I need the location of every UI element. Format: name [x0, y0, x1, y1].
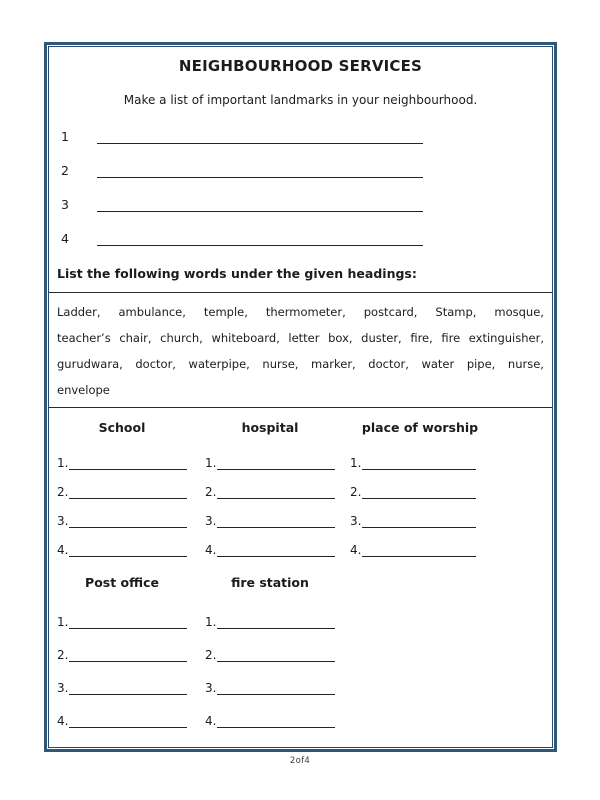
row-label: 1.: [57, 615, 69, 629]
row-label: 2.: [57, 648, 69, 662]
word-bank-line: [57, 325, 544, 351]
column-header-post-office: Post office: [85, 575, 159, 590]
answer-cell: [205, 499, 335, 528]
row-label: 4.: [205, 543, 217, 557]
answer-column-post-office: [57, 596, 205, 728]
row-label: 1.: [205, 615, 217, 629]
blank-line: [97, 245, 423, 246]
answer-cell: [57, 596, 187, 629]
word-bank-word: gurudwara,: [57, 357, 123, 371]
page-border: [44, 42, 557, 752]
answer-line: [362, 469, 476, 470]
row-label: 1.: [350, 456, 362, 470]
column-header-school: School: [98, 420, 146, 435]
word-bank-word: waterpipe,: [188, 357, 250, 371]
answer-line: [69, 498, 187, 499]
column-header-fire-station: fire station: [231, 575, 309, 590]
word-bank-word: nurse,: [507, 357, 544, 371]
word-bank-word: whiteboard,: [211, 331, 280, 345]
landmark-row: [57, 212, 544, 246]
answer-line: [69, 527, 187, 528]
word-bank-word: church,: [160, 331, 203, 345]
answer-line: [362, 527, 476, 528]
landmark-row: [57, 144, 544, 178]
answer-cell: [205, 695, 335, 728]
word-bank-word: ambulance,: [118, 305, 186, 319]
word-bank-word: duster,: [361, 331, 402, 345]
row-label: 3.: [57, 514, 69, 528]
answer-line: [217, 694, 335, 695]
word-bank-word: box,: [328, 331, 353, 345]
column-headers: [57, 574, 544, 591]
answer-line: [69, 727, 187, 728]
word-bank-line: [57, 351, 544, 377]
row-number: 3: [61, 197, 69, 212]
word-bank-word: Stamp,: [435, 305, 477, 319]
word-bank-word: teacher’s: [57, 331, 111, 345]
landmark-list: [49, 108, 552, 246]
column-header-hospital: hospital: [241, 420, 299, 435]
answer-line: [362, 498, 476, 499]
row-label: 4.: [205, 714, 217, 728]
word-bank-word: marker,: [311, 357, 356, 371]
answer-cell: [205, 470, 335, 499]
answer-cell: [57, 629, 187, 662]
worksheet-subtitle: Make a list of important landmarks in your neighbourhood.: [123, 93, 478, 107]
answer-cell: [205, 629, 335, 662]
answer-cell: [57, 499, 187, 528]
column-header-place-of-worship: place of worship: [361, 420, 479, 435]
answer-line: [217, 469, 335, 470]
blank-line: [97, 211, 423, 212]
landmark-row: [57, 178, 544, 212]
word-bank-line: envelope: [57, 383, 110, 397]
answer-cell: [205, 662, 335, 695]
answer-cell: [57, 662, 187, 695]
word-bank-word: water: [421, 357, 455, 371]
word-bank-word: temple,: [203, 305, 248, 319]
word-bank-word: extinguisher,: [468, 331, 544, 345]
word-bank-word: pipe,: [466, 357, 496, 371]
answer-column-place-of-worship: [350, 441, 490, 557]
row-label: 2.: [350, 485, 362, 499]
word-bank-word: Ladder,: [57, 305, 101, 319]
answer-line: [217, 498, 335, 499]
row-label: 1.: [205, 456, 217, 470]
answer-cell: [57, 695, 187, 728]
answer-line: [217, 661, 335, 662]
row-label: 3.: [350, 514, 362, 528]
landmark-row: [57, 110, 544, 144]
answer-cell: [57, 528, 187, 557]
word-bank-word: letter: [288, 331, 320, 345]
answer-cell: [57, 441, 187, 470]
answer-cell: [205, 528, 335, 557]
answer-cell: [350, 499, 476, 528]
word-bank-word: fire,: [410, 331, 433, 345]
word-bank-word: doctor,: [135, 357, 176, 371]
answer-cell: [57, 470, 187, 499]
sorting-group-1: [49, 419, 552, 557]
blank-line: [97, 143, 423, 144]
answer-line: [69, 628, 187, 629]
page-footer: 2of4: [289, 756, 311, 766]
answer-cell: [350, 441, 476, 470]
row-label: 4.: [57, 714, 69, 728]
row-label: 4.: [57, 543, 69, 557]
word-bank-line: [57, 299, 544, 325]
answer-line: [217, 556, 335, 557]
row-label: 3.: [57, 681, 69, 695]
answer-line: [362, 556, 476, 557]
answer-line: [69, 556, 187, 557]
row-label: 3.: [205, 681, 217, 695]
word-bank-word: fire: [441, 331, 461, 345]
row-number: 1: [61, 129, 69, 144]
answer-line: [217, 527, 335, 528]
row-label: 2.: [57, 485, 69, 499]
word-bank-word: thermometer,: [265, 305, 346, 319]
answer-column-fire-station: [205, 596, 350, 728]
column-headers: [57, 419, 544, 436]
answer-line: [217, 628, 335, 629]
answer-columns: [57, 441, 544, 557]
row-number: 2: [61, 163, 69, 178]
row-label: 1.: [57, 456, 69, 470]
blank-line: [97, 177, 423, 178]
page-inner-border: [48, 46, 553, 748]
answer-line: [69, 661, 187, 662]
answer-line: [69, 694, 187, 695]
answer-column-school: [57, 441, 205, 557]
row-label: 4.: [350, 543, 362, 557]
word-bank-word: doctor,: [368, 357, 409, 371]
divider-line: [49, 407, 552, 408]
answer-line: [69, 469, 187, 470]
word-bank: [49, 293, 552, 407]
worksheet-title: NEIGHBOURHOOD SERVICES: [178, 57, 423, 75]
word-bank-word: postcard,: [363, 305, 418, 319]
row-number: 4: [61, 231, 69, 246]
answer-cell: [350, 470, 476, 499]
answer-line: [217, 727, 335, 728]
row-label: 3.: [205, 514, 217, 528]
answer-cell: [205, 596, 335, 629]
row-label: 2.: [205, 485, 217, 499]
sorting-instruction: List the following words under the given headings:: [57, 266, 417, 281]
word-bank-word: nurse,: [262, 357, 299, 371]
answer-cell: [350, 528, 476, 557]
answer-column-hospital: [205, 441, 350, 557]
sorting-group-2: [49, 574, 552, 728]
row-label: 2.: [205, 648, 217, 662]
answer-columns: [57, 596, 544, 728]
word-bank-word: chair,: [119, 331, 152, 345]
answer-cell: [205, 441, 335, 470]
word-bank-word: mosque,: [494, 305, 544, 319]
